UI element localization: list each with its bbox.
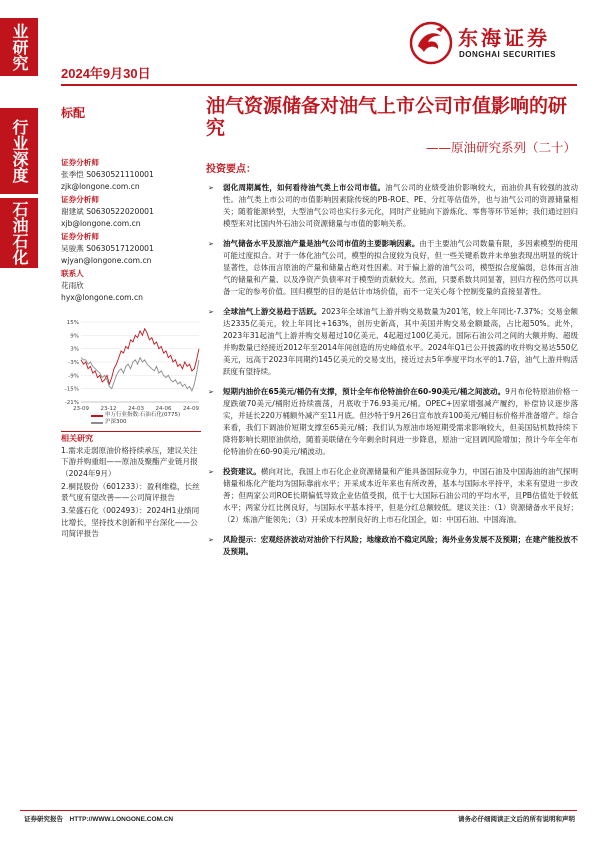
index-performance-chart [61,318,201,414]
sidebar-top-band [0,18,38,76]
key-point [206,238,578,298]
related-divider [61,431,201,432]
x-tick-label: 23-09 [73,406,89,412]
header-divider [61,84,577,86]
legend-label: 申万行业指数:石油石化(0775) [105,412,181,418]
risk-warning-text: 风险提示：宏观经济波动对油价下行风险；地缘政治不稳定风险；海外业务发展不及预期；在建产能投放不及预期。 [223,535,578,556]
key-point-text: 油气公司的业绩受油价影响较大，而油价具有较强的波动性。油气类上市公司的市值影响因素除传统的PB-ROE、PE、分红等估值外，也与油气公司的资源储量相关；随着能源转型，大型油气公司也实行多元化，同时产业链向下游炼化、零售等环节延伸；我们通过回归模型来对比国内外石油公司资源储量与市值的影响关系。 [223,183,579,228]
key-point-text: 9月布伦特原油价格一度跌破70美元/桶附近持续震荡，月底收于76.93美元/桶。OPEC+因家增强减产履约，补偿协议逐步落实，并延长220万桶额外减产至11月底。但沙特于9月26日宣布放弃100美元/桶目标价格并准备增产。综合来看，我们下调油价短期支撑至65美元/桶；我们认为原油市场短期受需求影响较大，但美国钻机数持续下降将影响长期原油供给，随着美联储在今年剩余时间进一步降息，原油一定回调风险增加；预计今年全年布伦特油价在60-90美元/桶波动。 [223,387,579,456]
arrow-bullet-icon: ➢ [208,468,214,476]
y-tick-label: -21% [64,400,79,406]
sidebar-category-label: 行业深度 [10,119,29,183]
analyst-email[interactable]: wjyan@longone.com.cn [61,256,152,265]
sidebar-industry-band [0,198,38,268]
dragon-logo-icon [408,20,454,66]
line-chart [61,318,201,414]
analyst-block [61,194,201,230]
key-point-text: 横向对比，我国上市石化企业资源储量和产能具备国际竞争力，中国石油及中国海油的油气探明储量和炼化产能均为国际靠前水平；开采成本近年来也有所改善，基本与国际水平持平，未来有望进一步改善；但两家公司ROE长期偏低导致企业估值受损，低于七大国际石油公司的平均水平，且PB估值处于较低水平；两家分红比例良好，与国际水平基本持平，但是分红总额较低。建议关注：（1）资源储备水平良好；（2）炼油产能领先；（3）开采成本控制良好的上市石化国企，如：中国石油、中国海油。 [223,467,579,524]
key-point-lead: 油气储备水平及原油产量是油气公司市值的主要影响因素。 [223,239,420,248]
sidebar-top-label: 业研究 [10,23,29,71]
analyst-name: 张季恺 S0630521110001 [61,170,154,179]
legend-item-industry [61,412,201,419]
risk-warning [206,534,578,558]
report-series: ——原油研究系列（二十） [425,140,576,155]
sidebar-category-band [0,108,38,194]
analyst-email[interactable]: xjb@longone.com.cn [61,219,141,228]
related-item[interactable]: 3.荣盛石化（002493）：2024H1业绩同比增长，坚持技术创新和平台深化——公司简评报告 [61,506,200,539]
legend-item-hs300 [61,419,201,426]
sidebar-industry-label: 石油石化 [10,201,29,265]
analyst-list [61,156,201,304]
related-item[interactable]: 2.桐昆股份（601233）：盈利维稳，长丝景气度有望改善——公司简评报告 [61,481,200,503]
legend-label: 沪深300 [105,419,127,425]
industry-index-line [81,329,199,385]
key-point-text: 由于主要油气公司数量有限，多因素模型的使用可能过度拟合。对于一体化油气公司，模型的拟合度较为良好，但一些关键系数并未单独表现出明显的统计显著性，总体而言原油的产量和储量占绝对性因素。对于偏上游的油气公司，模型拟合度偏弱，总体而言油气的储量和产量、以及净资产负债率对于模型的贡献较大。然而，只要系数共同显著，回归方程仍然可以具备一定的参考价值。回归模型的目的是估计市场价值，而不一定关心每个控制变量的直接显著性。 [223,239,579,296]
key-point-lead: 弱化周期属性，如何看待油气类上市公司市值。 [223,183,386,192]
report-title: 油气资源储备对油气上市公司市值影响的研究 [206,95,568,139]
arrow-bullet-icon: ➢ [208,388,214,396]
report-date: 2024年9月30日 [61,66,151,81]
x-tick-label: 24-09 [183,406,199,412]
analyst-block [61,231,201,267]
arrow-bullet-icon: ➢ [208,308,214,316]
logo-english-name: DONGHAI SECURITIES [459,50,557,59]
chart-legend [61,412,201,426]
key-point [206,306,578,378]
hs300-line [81,358,199,391]
y-tick-label: -9% [68,373,79,380]
y-tick-label: 9% [70,333,79,340]
company-logo [408,20,578,70]
analyst-email[interactable]: zjk@longone.com.cn [61,182,140,191]
key-point [206,466,578,526]
y-tick-label: 15% [66,320,79,326]
footer-website[interactable]: 证券研究报告 HTTP://WWW.LONGONE.COM.CN [24,816,174,823]
key-points-heading: 投资要点： [206,164,256,175]
x-tick-label: 24-06 [155,406,172,412]
key-point-lead: 投资建议。 [223,467,261,476]
related-list [61,445,203,541]
contact-block [61,268,201,304]
y-tick-label: 3% [70,346,79,353]
arrow-bullet-icon: ➢ [208,240,214,248]
arrow-bullet-icon: ➢ [208,536,214,544]
key-point [206,386,578,458]
y-tick-label: -3% [68,360,79,366]
related-item[interactable]: 1.需求走弱原油价格持续承压，建议关注下游并购重组——原油及聚酯产业链月报（2024年9月） [61,446,198,478]
key-point [206,182,578,230]
industry-rating: 标配 [61,106,86,120]
footer-disclaimer: 请务必仔细阅读正文后的所有说明和声明 [458,815,575,823]
arrow-bullet-icon: ➢ [208,184,214,192]
x-tick-label: 24-03 [128,406,144,412]
key-point-lead: 短期内油价在65美元/桶仍有支撑，预计全年布伦特油价在60-90美元/桶之间波动。 [223,387,506,396]
analyst-name: 吴骏燕 S0630517120001 [61,244,154,253]
y-tick-label: -15% [64,386,79,393]
legend-swatch [91,422,103,424]
contact-email[interactable]: hyx@longone.com.cn [61,293,143,302]
key-point-lead: 全球油气上游交易趋于活跃。 [223,307,322,316]
analyst-heading: 证券分析师 [61,232,99,241]
legend-swatch [91,415,103,417]
related-heading: 相关研究 [61,434,93,443]
contact-heading: 联系人 [61,269,84,278]
analyst-heading: 证券分析师 [61,195,99,204]
footer-divider [20,810,577,811]
analyst-block [61,157,201,193]
key-points-section [206,160,578,566]
key-point-text: 2023年全球油气上游并购交易数量为201笔，较上年同比-7.37%；交易金额达2335亿美元，较上年同比+163%，创历史新高，其中美国并购交易金额最高，占比超50%。此外，2023年31起油气上游并购交易超过10亿美元、4起超过100亿美元。国际石油公司之间的大额并购、超级并购数量已经接近2012年至2014年间创造的历史峰值水平。2024年Q1已公开披露的收并购交易达550亿美元，远高于2023年同期约145亿美元的交易支出，接近过去5年季度平均水平的1.7倍，油气上游并购活跃度有望持续。 [223,307,579,376]
contact-name: 花雨欣 [61,281,84,290]
x-tick-label: 23-12 [100,406,117,412]
analyst-name: 谢建斌 S0630522020001 [61,207,154,216]
logo-chinese-name: 东海证券 [458,26,550,50]
analyst-heading: 证券分析师 [61,158,99,167]
